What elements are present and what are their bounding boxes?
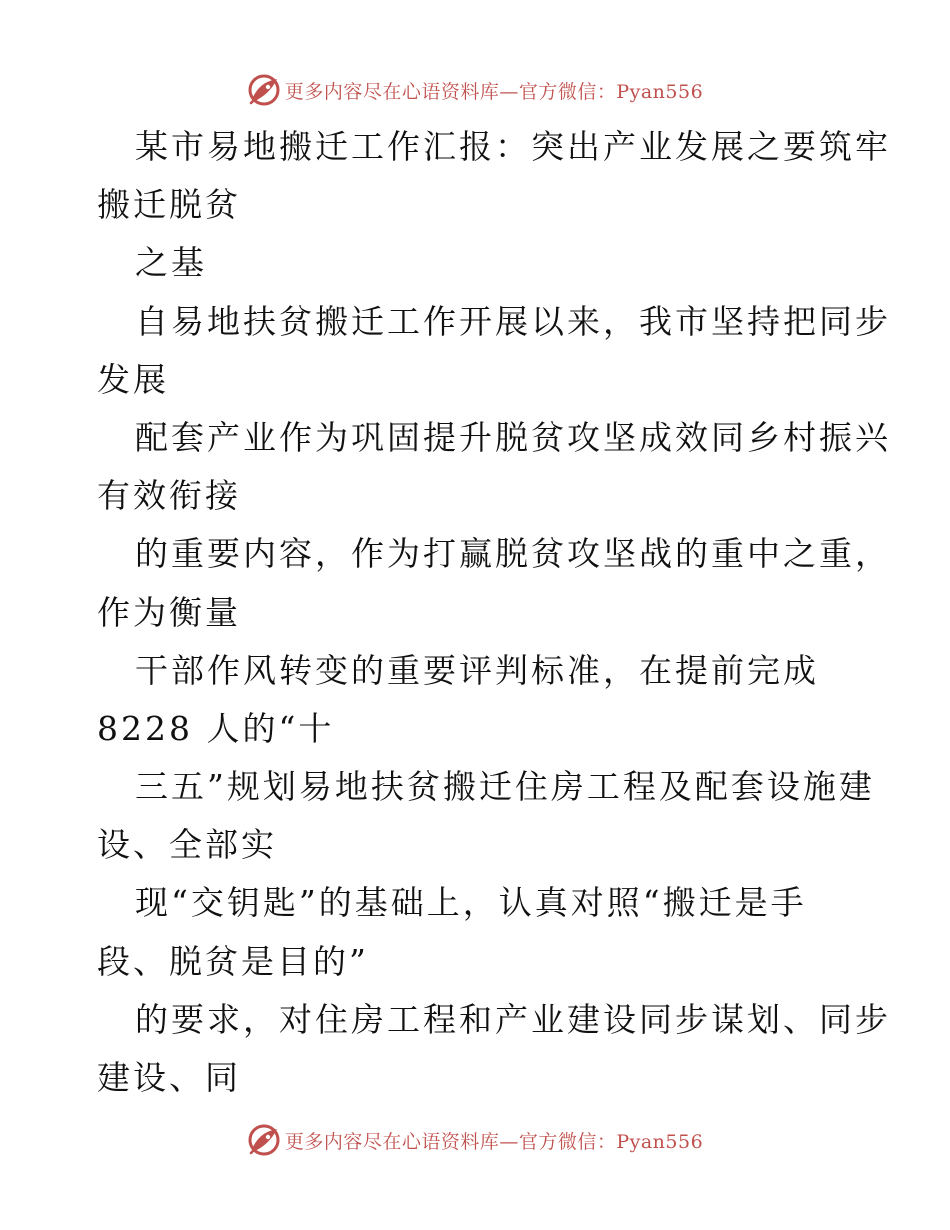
header-banner-text: 更多内容尽在心语资料库—官方微信：Pyan556 xyxy=(284,80,704,103)
text-line: 8228 人的“十 xyxy=(97,708,335,748)
text-line: 现“交钥匙”的基础上，认真对照“搬迁是手 xyxy=(135,883,807,923)
text-line: 三五”规划易地扶贫搬迁住房工程及配套设施建 xyxy=(135,767,875,807)
text-line: 发展 xyxy=(97,359,169,399)
text-line: 有效衔接 xyxy=(97,476,241,516)
footer-banner-text: 更多内容尽在心语资料库—官方微信：Pyan556 xyxy=(284,1130,704,1153)
footer-banner xyxy=(0,1120,950,1160)
text-line: 之基 xyxy=(135,243,207,283)
document-body xyxy=(97,118,891,1107)
text-line: 的要求，对住房工程和产业建设同步谋划、同步 xyxy=(135,999,891,1039)
pen-nib-seal-icon xyxy=(247,1123,281,1157)
text-line: 配套产业作为巩固提升脱贫攻坚成效同乡村振兴 xyxy=(135,417,891,457)
header-banner xyxy=(0,70,950,110)
text-line: 自易地扶贫搬迁工作开展以来，我市坚持把同步 xyxy=(135,301,891,341)
text-line: 搬迁脱贫 xyxy=(97,185,241,225)
pen-nib-seal-icon xyxy=(247,73,281,107)
text-line: 段、脱贫是目的” xyxy=(97,941,369,981)
text-line: 作为衡量 xyxy=(97,592,241,632)
text-line: 设、全部实 xyxy=(97,825,277,865)
text-line: 某市易地搬迁工作汇报：突出产业发展之要筑牢 xyxy=(135,127,891,166)
text-line: 干部作风转变的重要评判标准，在提前完成 xyxy=(135,650,819,690)
text-line: 的重要内容，作为打赢脱贫攻坚战的重中之重， xyxy=(135,534,891,574)
text-line: 建设、同 xyxy=(97,1058,241,1097)
